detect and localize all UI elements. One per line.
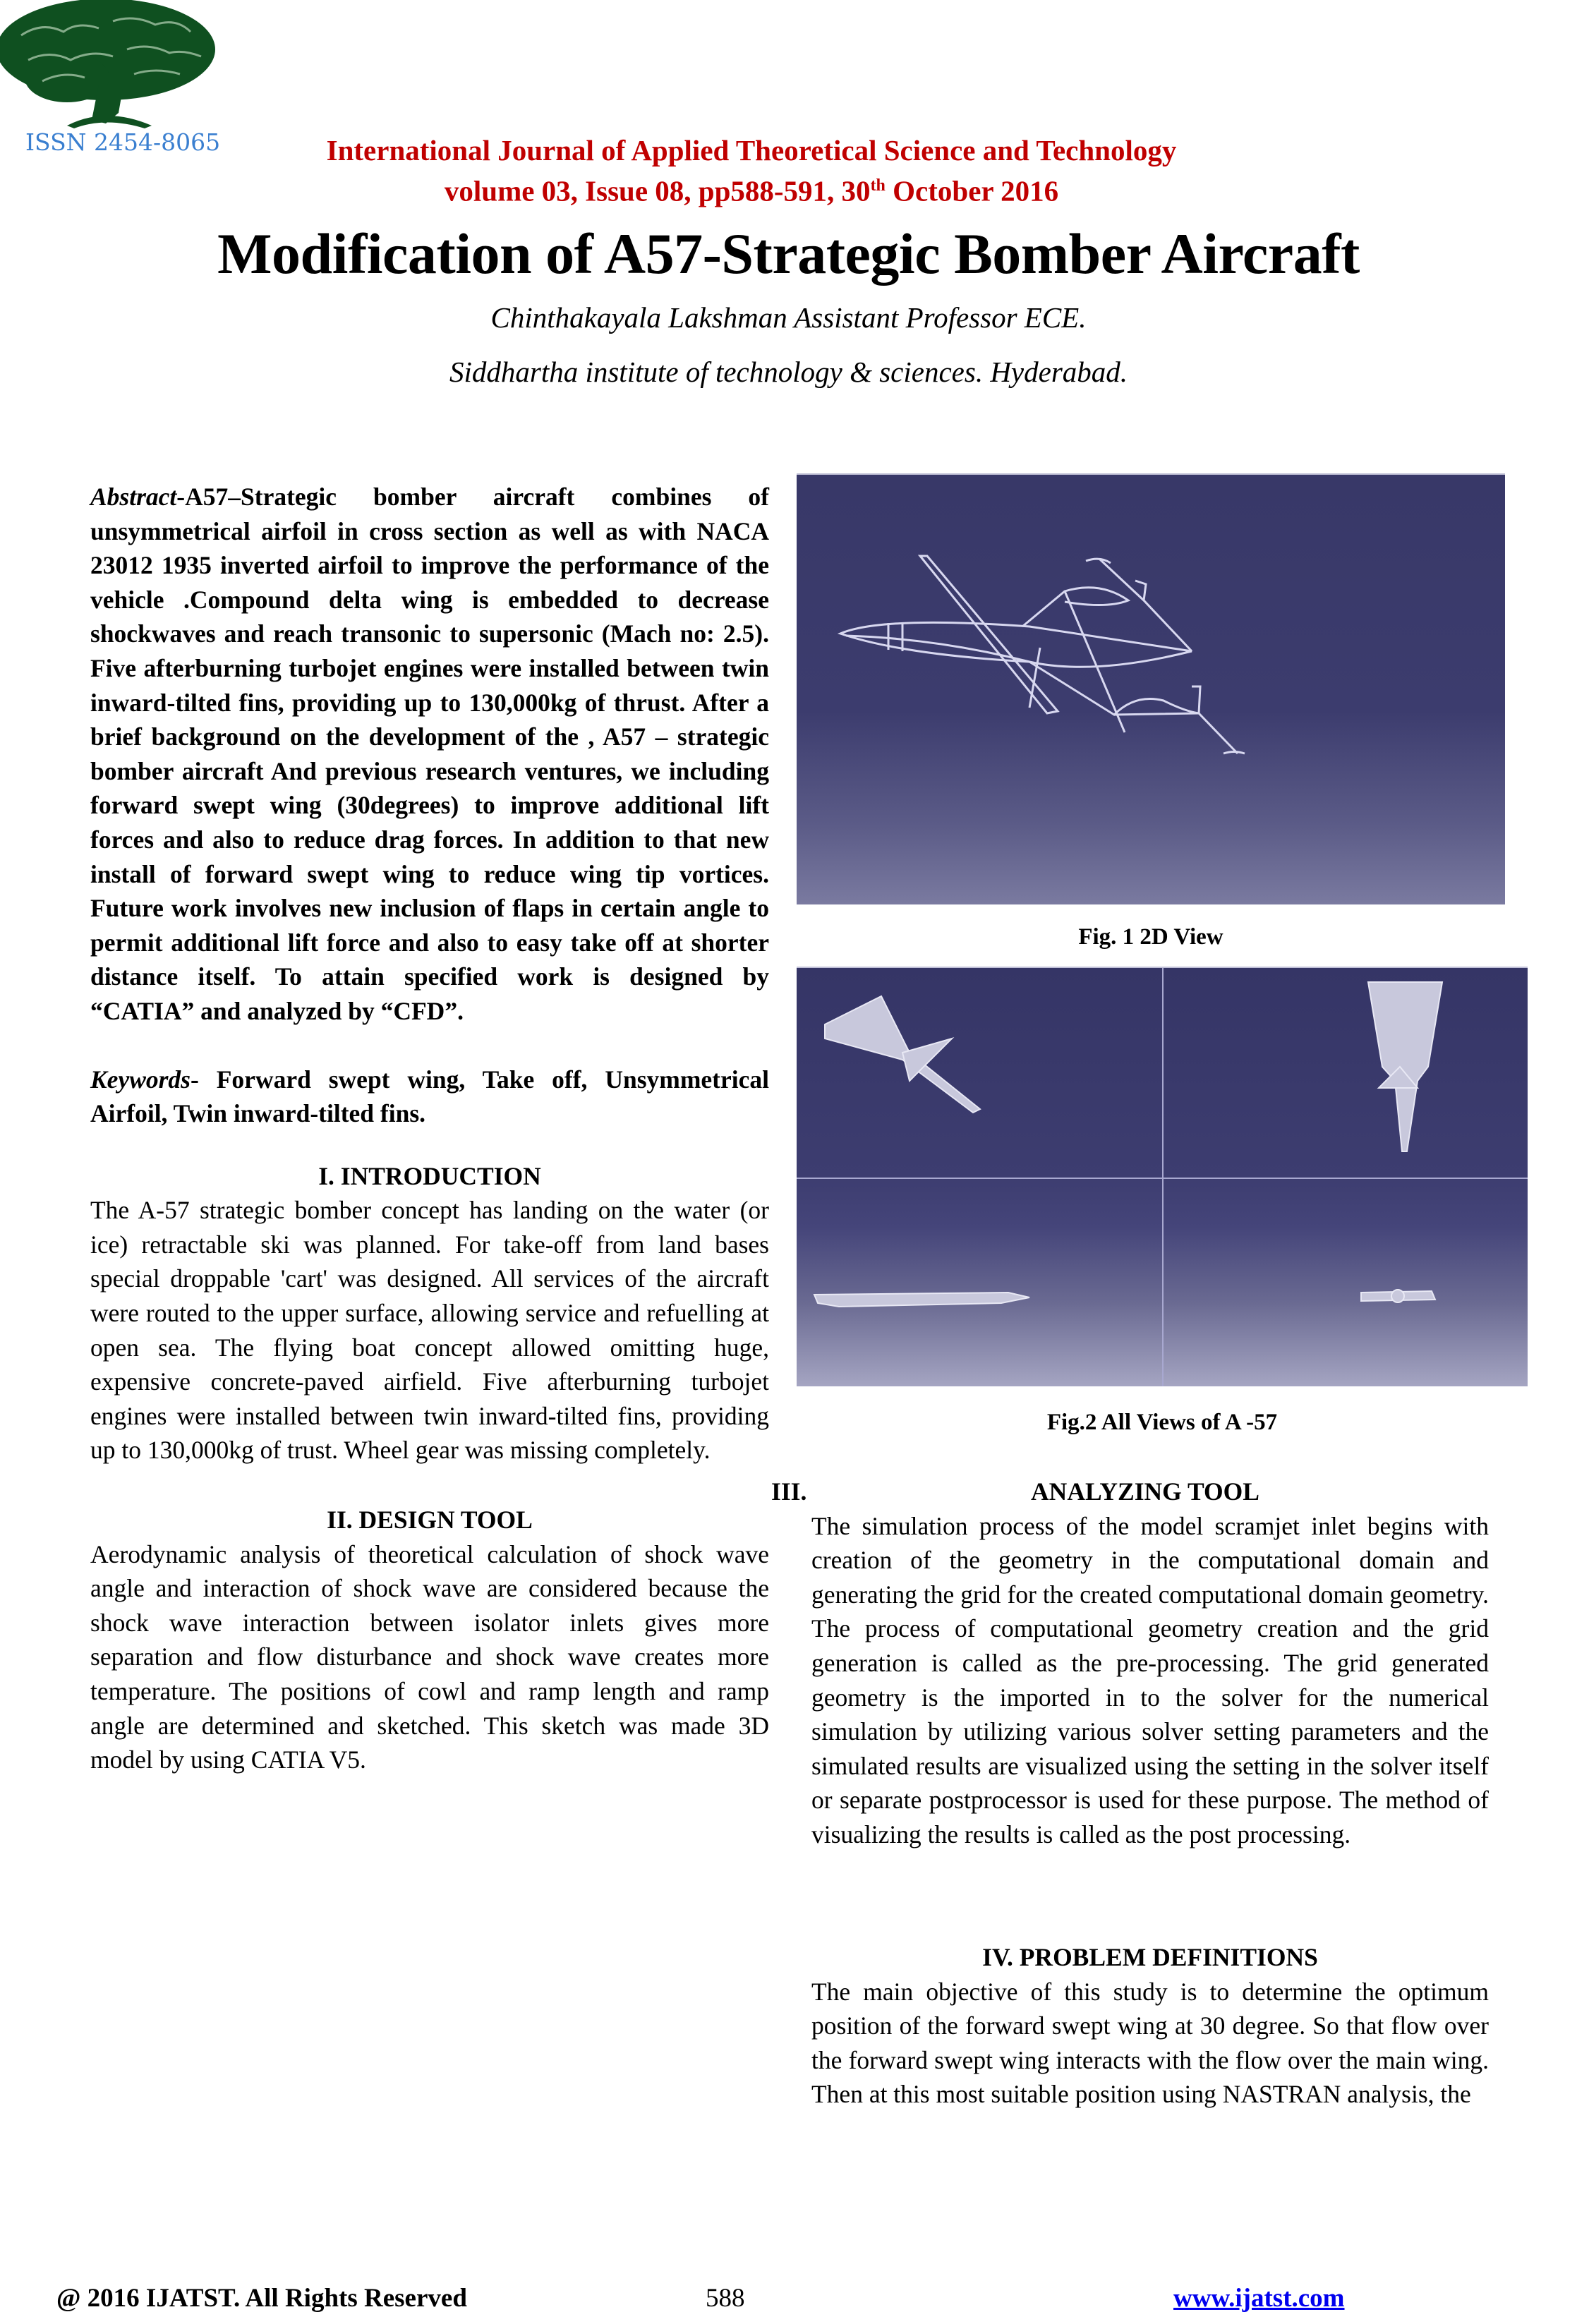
aircraft-views-icon	[797, 968, 1528, 1386]
figure-1-caption: Fig. 1 2D View	[1078, 924, 1223, 950]
author-line: Chinthakayala Lakshman Assistant Professor ECE.	[490, 301, 1087, 334]
figure-1-image	[797, 473, 1505, 904]
left-column	[90, 480, 769, 1777]
section-analyzing-tool-body: The simulation process of the model scramjet inlet begins with creation of the geometry in the computational domain and generating the grid for the created computational domain geometry. The process of computational geometry creation and the grid generation is called as the pre-processing. The grid generated geometry is the imported in to the solver for the numerical simulation by utilizing various solver setting parameters and the simulated results are visualized using the setting in the solver itself or separate postprocessor is used for these purpose. The method of visualizing the results is called as the post processing.	[811, 1511, 1489, 1848]
abstract	[90, 480, 769, 1029]
issue-sup: th	[870, 176, 886, 195]
section-design-tool-heading: II. DESIGN TOOL	[327, 1506, 533, 1535]
section-analyzing-tool	[771, 1475, 1519, 1852]
section-analyzing-tool-heading: ANALYZING TOOL	[1031, 1477, 1259, 1506]
keywords-label: Keywords	[90, 1065, 191, 1094]
figure-2-caption: Fig.2 All Views of A -57	[1046, 1410, 1278, 1435]
aircraft-wireframe-icon	[797, 475, 1505, 904]
section-analyzing-tool-number: III.	[771, 1477, 807, 1506]
journal-name: International Journal of Applied Theoretical Science and Technology	[326, 134, 1177, 167]
footer-copyright: @ 2016 IJATST. All Rights Reserved	[56, 2284, 467, 2313]
section-problem-definitions-body: The main objective of this study is to determine the optimum position of the forward swept wing at 30 degree. So that flow over the forward swept wing interacts with the flow over the main wing. Then at this most suitable position using NASTRAN analysis, the	[811, 1977, 1489, 2109]
journal-issue	[212, 168, 1291, 209]
section-introduction-body: The A-57 strategic bomber concept has landing on the water (or ice) retractable ski was planned. For take-off from land bases special droppable 'cart' was designed. All services of the aircraft were routed to the upper surface, allowing service and refuelling at open sea. The flying boat concept allowed omitting huge, expensive concrete-paved airfield. Five afterburning turbojet engines were installed between twin inward-tilted fins, providing up to 130,000kg of trust. Wheel gear was missing completely.	[90, 1196, 769, 1465]
issue-prefix: volume 03, Issue 08, pp588-591, 30	[444, 174, 871, 207]
tree-brain-icon	[0, 0, 233, 134]
keywords-text: - Forward swept wing, Take off, Unsymmetrical Airfoil, Twin inward-tilted fins.	[90, 1065, 769, 1128]
section-introduction-heading: I. INTRODUCTION	[318, 1161, 541, 1190]
issn-label: ISSN 2454-8065	[25, 128, 221, 156]
website-link[interactable]: www.ijatst.com	[1173, 2284, 1345, 2313]
page-number: 588	[706, 2284, 745, 2313]
footer-page-number	[706, 2283, 745, 2314]
figure-2-image	[797, 967, 1528, 1386]
abstract-text: -A57–Strategic bomber aircraft combines of unsymmetrical airfoil in cross section as well as with NACA 23012 1935 inverted airfoil to improve the performance of the vehicle .Compound delta wing is embedded to decrease shockwaves and reach transonic to supersonic (Mach no: 2.5). Five afterburning turbojet engines were installed between twin inward-tilted fins, providing up to 130,000kg of thrust. After a brief background on the development of the , A57 – strategic bomber aircraft And previous research ventures, we including forward swept wing (30degrees) to improve additional lift forces and also to reduce drag forces. In addition to that new install of forward swept wing to reduce wing tip vortices. Future work involves new inclusion of flaps in certain angle to permit additional lift force and also to easy take off at shorter distance itself. To attain specified work is designed by “CATIA” and analyzed by “CFD”.	[90, 483, 769, 1025]
paper-title: Modification of A57-Strategic Bomber Aircraft	[217, 222, 1360, 286]
section-problem-definitions	[811, 1940, 1489, 2112]
issue-suffix: October 2016	[885, 174, 1059, 207]
affiliation-line: Siddhartha institute of technology & sciences. Hyderabad.	[449, 356, 1128, 388]
section-design-tool-body: Aerodynamic analysis of theoretical calculation of shock wave angle and interaction of shock wave are considered because the shock wave interaction between isolator inlets gives more separation and flow disturbance and shock wave creates more temperature. The positions of cowl and ramp length and ramp angle are determined and sketched. This sketch was made 3D model by using CATIA V5.	[90, 1539, 769, 1774]
abstract-label: Abstract	[90, 483, 177, 511]
section-problem-definitions-heading: IV. PROBLEM DEFINITIONS	[982, 1943, 1318, 1971]
keywords	[90, 1063, 769, 1131]
